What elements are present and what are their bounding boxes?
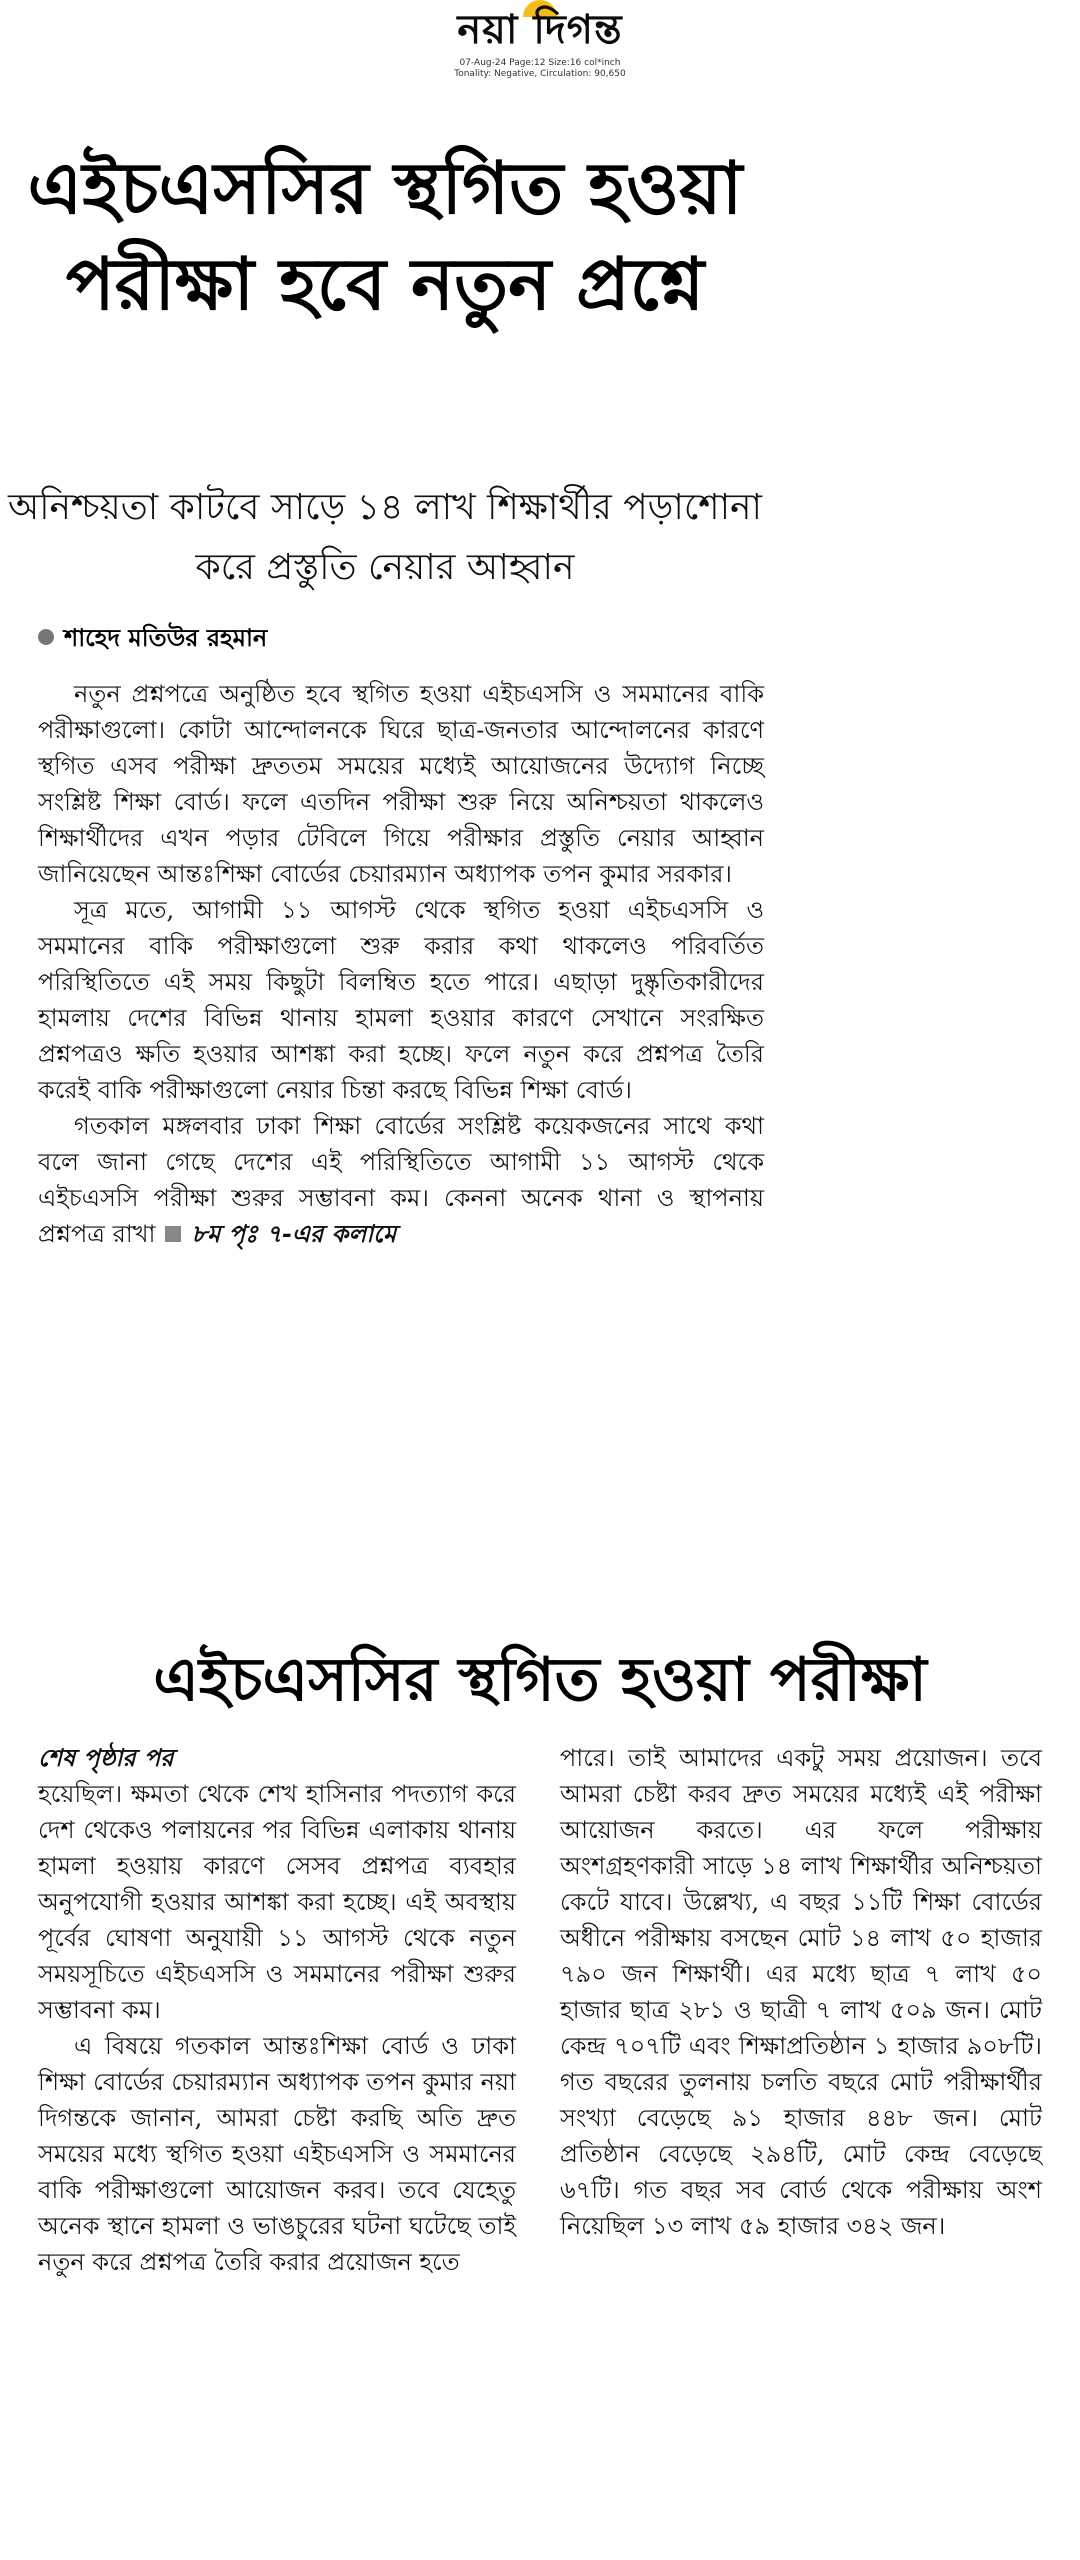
article-paragraph-3 <box>38 1108 764 1252</box>
byline <box>38 622 267 654</box>
newspaper-logo <box>457 6 622 54</box>
byline-bullet-icon <box>38 629 54 645</box>
meta-line-date-page: 07-Aug-24 Page:12 Size:16 col*inch <box>459 58 621 68</box>
continuation-column-left <box>38 1740 516 2280</box>
article-paragraph-2: সূত্র মতে, আগামী ১১ আগস্ট থেকে স্থগিত হওয়া এইচএসসি ও সমমানের বাকি পরীক্ষাগুলো শুরু করার কথা থাকলেও পরিবর্তিত পরিস্থিতিতে এই সময় কিছুটা বিলম্বিত হতে পারে। এছাড়া দুষ্কৃতিকারীদের হামলায় দেশের বিভিন্ন থানায় হামলা হওয়ার কারণে সেখানে সংরক্ষিত প্রশ্নপত্রও ক্ষতি হওয়ার আশঙ্কা করা হচ্ছে। ফলে নতুন করে প্রশ্নপত্র তৈরি করেই বাকি পরীক্ষাগুলো নেয়ার চিন্তা করছে বিভিন্ন শিক্ষা বোর্ড। <box>38 896 764 1104</box>
continuation-label: শেষ পৃষ্ঠার পর <box>38 1743 174 1772</box>
continuation-paragraph-2: এ বিষয়ে গতকাল আন্তঃশিক্ষা বোর্ড ও ঢাকা শিক্ষা বোর্ডের চেয়ারম্যান অধ্যাপক তপন কুমার নয়া দিগন্তকে জানান, আমরা চেষ্টা করছি অতি দ্রুত সময়ের মধ্যে স্থগিত হওয়া এইচএসসি ও সমমানের বাকি পরীক্ষাগুলো আয়োজন করব। তবে যেহেতু অনেক স্থানে হামলা ও ভাঙচুরের ঘটনা ঘটেছে তাই নতুন করে প্রশ্নপত্র তৈরি করার প্রয়োজন হতে <box>38 2032 516 2276</box>
article-headline: এইচএসসির স্থগিত হওয়া পরীক্ষা হবে নতুন প্রশ্নে <box>27 145 743 326</box>
logo-text: নয়া দিগন্ত <box>457 6 623 53</box>
masthead <box>0 6 1080 80</box>
continuation-reference: ৮ম পৃঃ ৭-এর কলামে <box>191 1219 397 1248</box>
article-subheadline: অনিশ্চয়তা কাটবে সাড়ে ১৪ লাখ শিক্ষার্থীর পড়াশোনা করে প্রস্তুতি নেয়ার আহ্বান <box>8 487 762 588</box>
clipping-meta <box>0 58 1080 80</box>
continuation-paragraph-3: পারে। তাই আমাদের একটু সময় প্রয়োজন। তবে আমরা চেষ্টা করব দ্রুত সময়ের মধ্যেই এই পরীক্ষা আয়োজন করতে। এর ফলে পরীক্ষায় অংশগ্রহণকারী সাড়ে ১৪ লাখ শিক্ষার্থীর অনিশ্চয়তা কেটে যাবে। উল্লেখ্য, এ বছর ১১টি শিক্ষা বোর্ডের অধীনে পরীক্ষায় বসছেন মোট ১৪ লাখ ৫০ হাজার ৭৯০ জন শিক্ষার্থী। এর মধ্যে ছাত্র ৭ লাখ ৫০ হাজার ছাত্র ২৮১ ও ছাত্রী ৭ লাখ ৫০৯ জন। মোট কেন্দ্র ৭০৭টি এবং শিক্ষাপ্রতিষ্ঠান ১ হাজার ৯০৮টি। গত বছরের তুলনায় চলতি বছরে মোট পরীক্ষার্থীর সংখ্যা বেড়েছে ৯১ হাজার ৪৪৮ জন। মোট প্রতিষ্ঠান বেড়েছে ২৯৪টি, মোট কেন্দ্র বেড়েছে ৬৭টি। গত বছর সব বোর্ড থেকে পরীক্ষায় অংশ নিয়েছিল ১৩ লাখ ৫৯ হাজার ৩৪২ জন। <box>560 1744 1042 2240</box>
jump-marker-icon <box>165 1226 181 1242</box>
article-body <box>38 676 764 1252</box>
byline-author: শাহেদ মতিউর রহমান <box>64 624 268 652</box>
continuation-paragraph-1: হয়েছিল। ক্ষমতা থেকে শেখ হাসিনার পদত্যাগ করে দেশ থেকেও পলায়নের পর বিভিন্ন এলাকায় থানায় হামলা হওয়ায় কারণে সেসব প্রশ্নপত্র ব্যবহার অনুপযোগী হওয়ার আশঙ্কা করা হচ্ছে। এই অবস্থায় পূর্বের ঘোষণা অনুযায়ী ১১ আগস্ট থেকে নতুন সময়সূচিতে এইচএসসি ও সমমানের পরীক্ষা শুরুর সম্ভাবনা কম। <box>38 1780 516 2024</box>
continuation-headline: এইচএসসির স্থগিত হওয়া পরীক্ষা <box>153 1645 927 1715</box>
article-paragraph-1: নতুন প্রশ্নপত্রে অনুষ্ঠিত হবে স্থগিত হওয়া এইচএসসি ও সমমানের বাকি পরীক্ষাগুলো। কোটা আন্দোলনকে ঘিরে ছাত্র-জনতার আন্দোলনের কারণে স্থগিত এসব পরীক্ষা দ্রুততম সময়ের মধ্যেই আয়োজনের উদ্যোগ নিচ্ছে সংশ্লিষ্ট শিক্ষা বোর্ড। ফলে এতদিন পরীক্ষা শুরু নিয়ে অনিশ্চয়তা থাকলেও শিক্ষার্থীদের এখন পড়ার টেবিলে গিয়ে পরীক্ষার প্রস্তুতি নেয়ার আহ্বান জানিয়েছেন আন্তঃশিক্ষা বোর্ডের চেয়ারম্যান অধ্যাপক তপন কুমার সরকার। <box>38 680 764 888</box>
article-paragraph-3-text: গতকাল মঙ্গলবার ঢাকা শিক্ষা বোর্ডের সংশ্লিষ্ট কয়েকজনের সাথে কথা বলে জানা গেছে দেশের এই পরিস্থিতিতে আগামী ১১ আগস্ট থেকে এইচএসসি পরীক্ষা শুরুর সম্ভাবনা কম। কেননা অনেক থানা ও স্থাপনায় প্রশ্নপত্র রাখা <box>38 1112 764 1248</box>
continuation-column-right <box>560 1740 1042 2244</box>
meta-line-tonality: Tonality: Negative, Circulation: 90,650 <box>454 69 626 79</box>
